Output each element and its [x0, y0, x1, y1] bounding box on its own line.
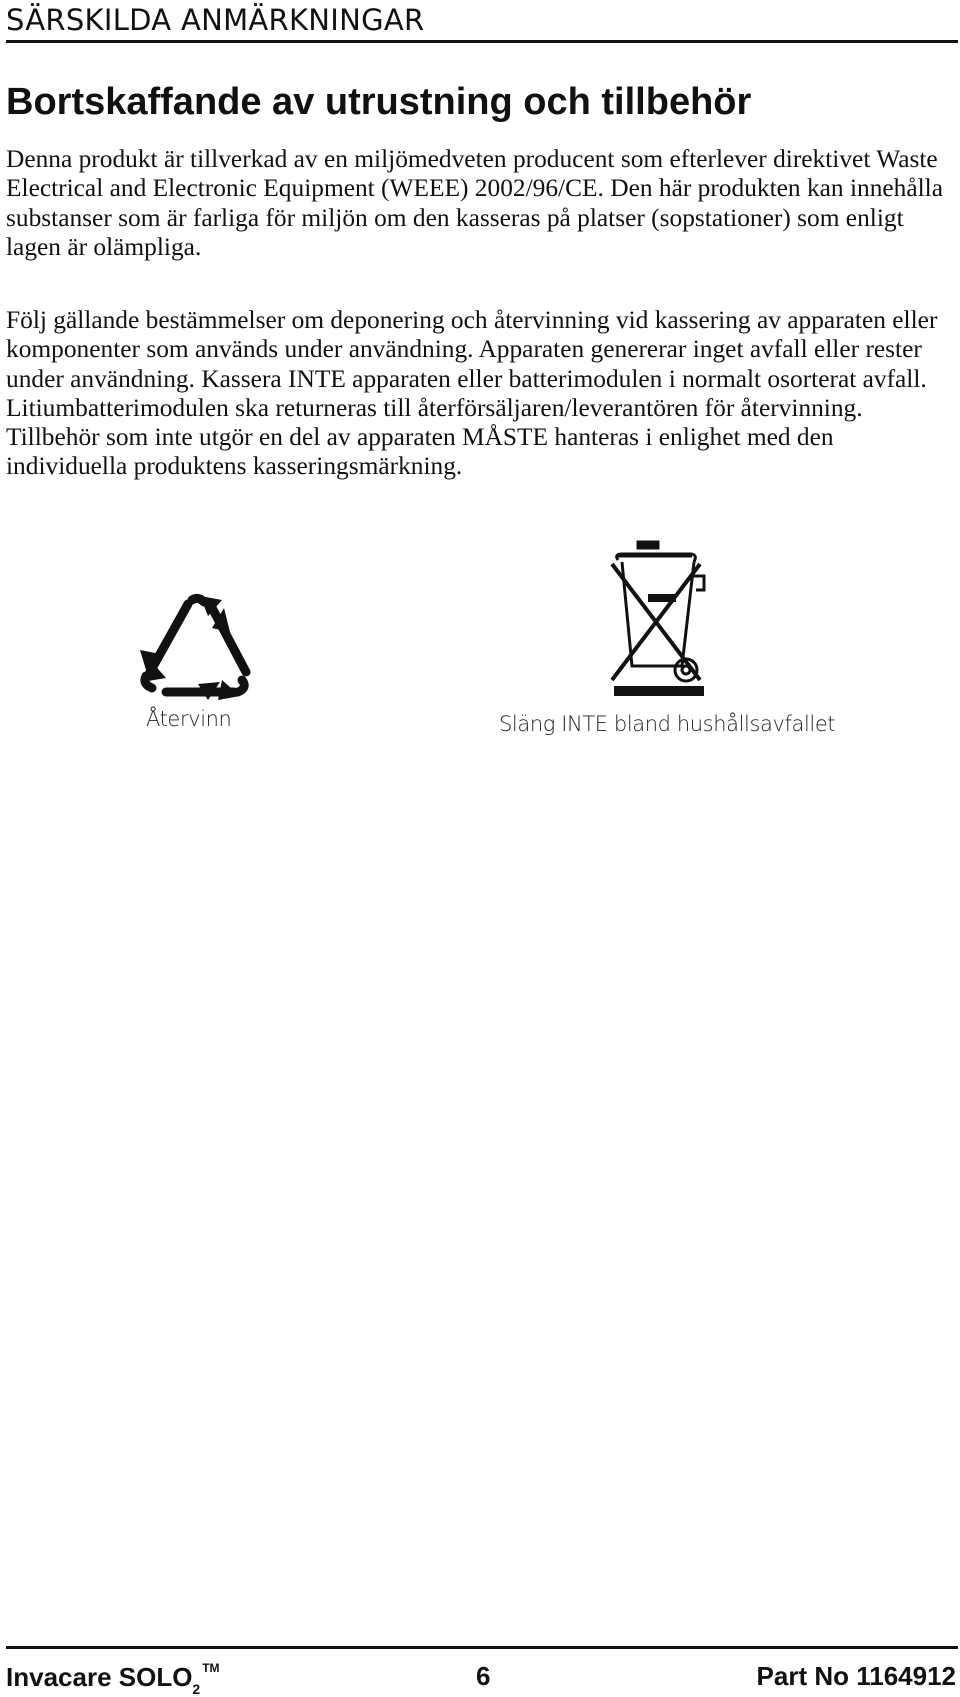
product-subscript: 2	[192, 1681, 201, 1697]
page-footer	[6, 1646, 958, 1697]
page-title: Bortskaffande av utrustning och tillbehör	[6, 81, 752, 123]
trademark-mark: TM	[202, 1661, 220, 1675]
part-number: Part No 1164912	[756, 1661, 956, 1691]
section-header: SÄRSKILDA ANMÄRKNINGAR	[6, 2, 958, 43]
crossed-out-wheelie-bin-icon	[604, 540, 712, 700]
product-name: Invacare SOLO	[6, 1662, 193, 1692]
recycle-icon	[138, 592, 254, 700]
footer-product	[6, 1661, 220, 1697]
paragraph-weee: Denna produkt är tillverkad av en miljömedveten producent som efterlever direktivet Waste Electrical and Electronic Equipment (WEEE) 2002/96/CE. Den här produkten kan innehålla substanser som är farliga för miljön om den kasseras på platser (sopstationer) som enligt lagen är olämpliga.	[6, 145, 944, 261]
page-number: 6	[476, 1661, 491, 1691]
bin-caption: Släng INTE bland hushållsavfallet	[499, 712, 836, 736]
recycle-caption: Återvinn	[146, 707, 232, 731]
paragraph-disposal-rules: Följ gällande bestämmelser om deponering och återvinning vid kassering av apparaten eller komponenter som används under användning. Apparaten genererar inget avfall eller rester under användning. Kassera INTE apparaten eller batterimodulen i normalt osorterat avfall. Litiumbatterimodulen ska returneras till återförsäljaren/leverantören för återvinning. Tillbehör som inte utgör en del av apparaten MÅSTE hanteras i enlighet med den individuella produktens kasseringsmärkning.	[6, 306, 938, 481]
